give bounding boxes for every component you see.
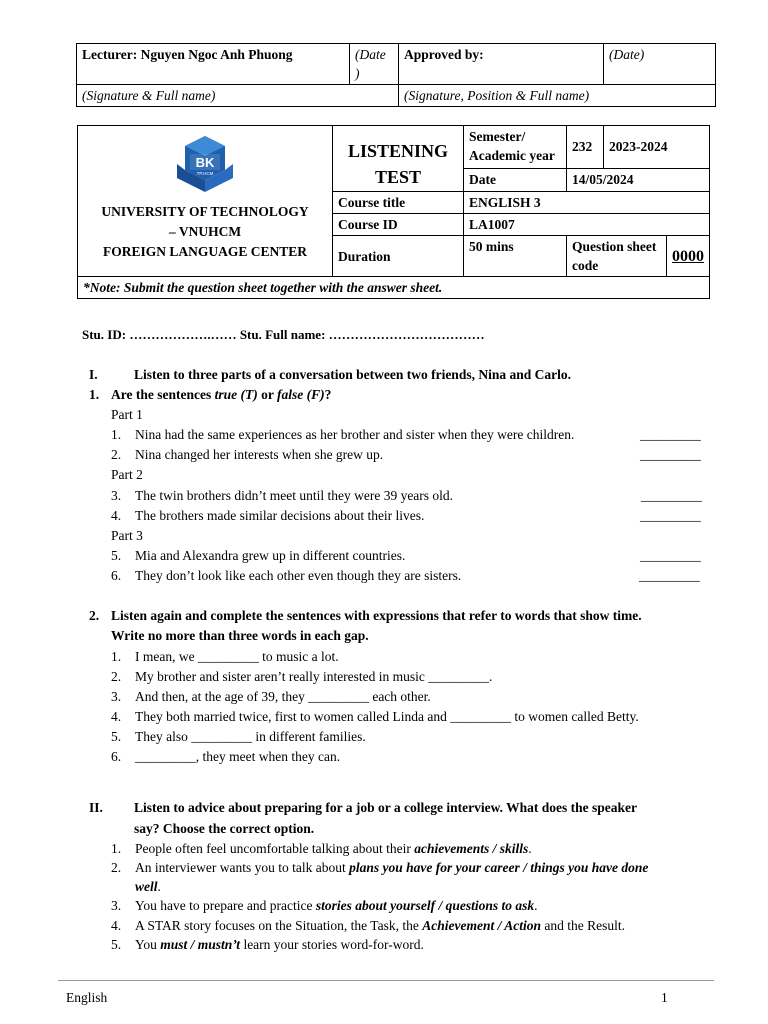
university-name-1: UNIVERSITY OF TECHNOLOGY (101, 204, 309, 219)
gap-item-6[interactable]: 6. _________, they meet when they can. (111, 749, 341, 764)
tf-item-6: 6. They don’t look like each other even though they are sisters. (111, 568, 462, 583)
test-title-2: TEST (374, 167, 422, 187)
tf-item-3: 3. The twin brothers didn’t meet until they were 39 years old. (111, 488, 454, 503)
semester-label: Semester/ Academic year (464, 126, 567, 169)
choice-options-3[interactable]: stories about yourself / questions to ask (315, 898, 535, 913)
university-name-2: – VNUHCM (168, 224, 242, 239)
lecturer-signature: (Signature & Full name) (77, 85, 399, 107)
tf-blank-3[interactable]: _________ (641, 488, 702, 503)
course-title-label: Course title (333, 192, 464, 214)
lecturer-label: Lecturer: Nguyen Ngoc Anh Phuong (77, 44, 350, 85)
course-id-label: Course ID (333, 214, 464, 236)
tf-blank-6[interactable]: _________ (639, 568, 700, 583)
tf-item-5: 5. Mia and Alexandra grew up in different countries. (111, 548, 406, 563)
university-name-3: FOREIGN LANGUAGE CENTER (102, 244, 308, 259)
question-sheet-code-value: 0000 (667, 236, 710, 277)
choice-options-2[interactable]: plans you have for your career / things you have done (349, 860, 649, 875)
bk-logo-icon (173, 134, 237, 194)
tf-item-1: 1. Nina had the same experiences as her brother and sister when they were children. (111, 427, 575, 442)
tf-blank-4[interactable]: _________ (640, 508, 701, 523)
gap-item-5[interactable]: 5. They also _________ in different families. (111, 729, 366, 744)
choice-item-1: 1. People often feel uncomfortable talking about their achievements / skills. (111, 841, 532, 856)
choice-options-4[interactable]: Achievement / Action (422, 918, 541, 933)
test-title-1: LISTENING (347, 141, 449, 161)
question-2-heading-1: Listen again and complete the sentences with expressions that refer to words that show time. (111, 608, 642, 623)
date-field-2: (Date) (604, 44, 716, 85)
question-1-number: 1. (89, 387, 100, 402)
test-title-cell (333, 126, 464, 192)
approval-table (76, 43, 716, 107)
duration-value: 50 mins (464, 236, 567, 277)
choice-item-2-continued: well. (135, 879, 161, 894)
gap-item-2[interactable]: 2. My brother and sister aren’t really interested in music _________. (111, 669, 493, 684)
section-1-numeral: I. (89, 367, 98, 382)
tf-item-2: 2. Nina changed her interests when she grew up. (111, 447, 384, 462)
course-title-value: ENGLISH 3 (464, 192, 710, 214)
choice-item-5: 5. You must / mustn’t learn your stories word-for-word. (111, 937, 424, 952)
date-label: Date (464, 168, 567, 191)
approver-signature: (Signature, Position & Full name) (399, 85, 716, 107)
section-2-numeral: II. (89, 800, 103, 815)
part-3-label: Part 3 (111, 528, 143, 543)
choice-options-5[interactable]: must / mustn’t (160, 937, 241, 952)
section-1-heading: Listen to three parts of a conversation between two friends, Nina and Carlo. (134, 367, 571, 382)
choice-item-2: 2. An interviewer wants you to talk about plans you have for your career / things you have done (111, 860, 649, 875)
section-2-heading-2: say? Choose the correct option. (134, 821, 315, 836)
gap-item-4[interactable]: 4. They both married twice, first to women called Linda and _________ to women called Betty. (111, 709, 639, 724)
gap-item-1[interactable]: 1. I mean, we _________ to music a lot. (111, 649, 339, 664)
page-number: 1 (661, 990, 668, 1005)
tf-item-4: 4. The brothers made similar decisions about their lives. (111, 508, 425, 523)
tf-blank-1[interactable]: _________ (640, 427, 701, 442)
choice-options-1[interactable]: achievements / skills (414, 841, 529, 856)
semester-value: 232 (567, 126, 604, 169)
university-logo (83, 134, 327, 194)
question-1-heading: Are the sentences true (T) or false (F)? (111, 387, 332, 402)
part-2-label: Part 2 (111, 467, 143, 482)
question-sheet-code-label: Question sheet code (567, 236, 667, 277)
duration-label: Duration (333, 236, 464, 277)
submission-note: *Note: Submit the question sheet together with the answer sheet. (78, 277, 710, 299)
academic-year-value: 2023-2024 (604, 126, 710, 169)
course-id-value: LA1007 (464, 214, 710, 236)
footer-subject: English (66, 990, 108, 1005)
footer-divider (58, 980, 714, 981)
choice-item-4: 4. A STAR story focuses on the Situation, the Task, the Achievement / Action and the Result. (111, 918, 625, 933)
choice-item-3: 3. You have to prepare and practice stories about yourself / questions to ask. (111, 898, 538, 913)
tf-blank-5[interactable]: _________ (640, 548, 701, 563)
approved-by-label: Approved by: (399, 44, 604, 85)
exam-date-value: 14/05/2024 (567, 168, 710, 191)
university-cell (78, 126, 333, 277)
date-field-1: (Date ) (350, 44, 399, 85)
section-2-heading-1: Listen to advice about preparing for a job or a college interview. What does the speaker (134, 800, 637, 815)
part-1-label: Part 1 (111, 407, 143, 422)
gap-item-3[interactable]: 3. And then, at the age of 39, they _________ each other. (111, 689, 431, 704)
tf-blank-2[interactable]: _________ (640, 447, 701, 462)
exam-info-table (77, 125, 710, 299)
svg-text:TP.HCM: TP.HCM (196, 171, 214, 176)
question-2-number: 2. (89, 608, 100, 623)
question-2-heading-2: Write no more than three words in each gap. (111, 628, 369, 643)
svg-text:BK: BK (195, 155, 215, 170)
student-id-name-line: Stu. ID: ……………….…… Stu. Full name: ……………………………… (82, 327, 485, 342)
